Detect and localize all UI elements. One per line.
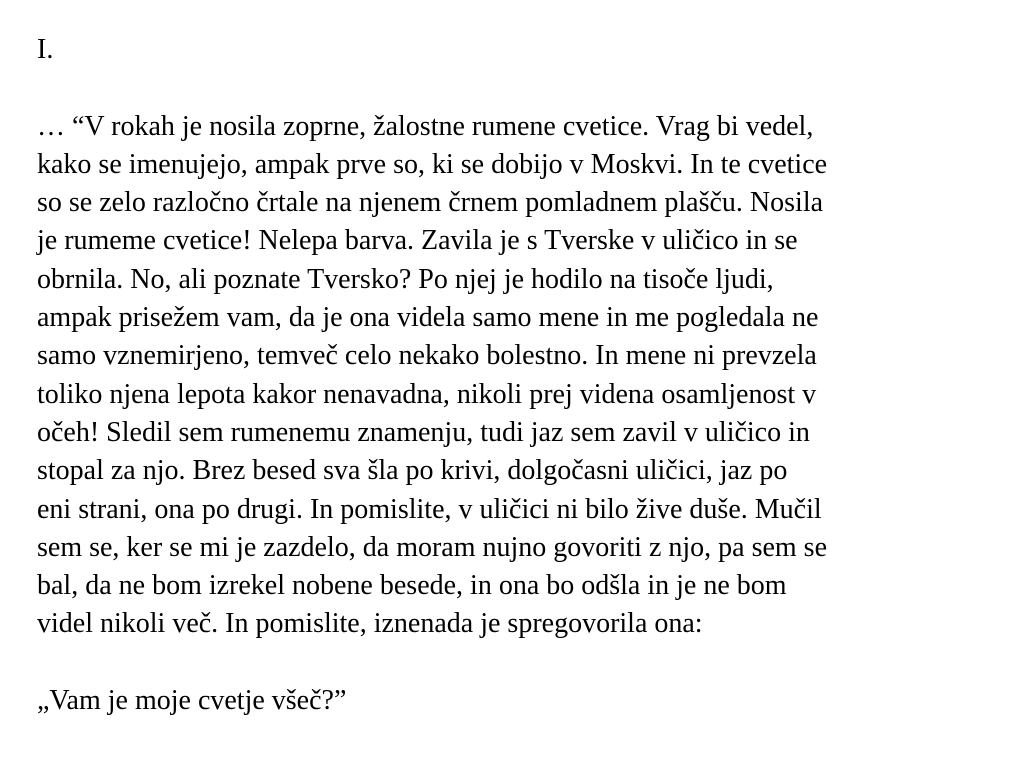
paragraph-line: so se zelo razločno črtale na njenem črnem pomladnem plašču. Nosila <box>37 187 824 219</box>
paragraph-line: je rumeme cvetice! Nelepa barva. Zavila je s Tverske v uličico in se <box>37 225 798 257</box>
closing-quote: „Vam je moje cvetje všeč?” <box>37 685 347 717</box>
paragraph-line: kako se imenujejo, ampak prve so, ki se dobijo v Moskvi. In te cvetice <box>37 148 828 180</box>
paragraph-line: očeh! Sledil sem rumenemu znamenju, tudi jaz sem zavil v uličico in <box>37 416 810 448</box>
paragraph-line: ampak prisežem vam, da je ona videla samo mene in me pogledala ne <box>37 302 819 334</box>
blank-line <box>37 644 997 682</box>
blank-line <box>37 69 997 107</box>
paragraph-line: eni strani, ona po drugi. In pomislite, v uličici ni bilo žive duše. Mučil <box>37 493 822 525</box>
paragraph-line: … “V rokah je nosila zoprne, žalostne rumene cvetice. Vrag bi vedel, <box>37 110 814 142</box>
paragraph-line: sem se, ker se mi je zazdelo, da moram nujno govoriti z njo, pa sem se <box>37 531 828 563</box>
paragraph-line: videl nikoli več. In pomislite, iznenada je spregovorila ona: <box>37 608 703 640</box>
paragraph-line: samo vznemirjeno, temveč celo nekako bolestno. In mene ni prevzela <box>37 340 817 372</box>
paragraph-line: toliko njena lepota kakor nenavadna, nikoli prej videna osamljenost v <box>37 378 817 410</box>
paragraph-line: bal, da ne bom izrekel nobene besede, in ona bo odšla in je ne bom <box>37 570 787 602</box>
section-heading: I. <box>37 34 54 65</box>
text-block <box>37 31 997 720</box>
paragraph <box>37 108 997 644</box>
paragraph-line: stopal za njo. Brez besed sva šla po krivi, dolgočasni uličici, jaz po <box>37 455 788 487</box>
paragraph-line: obrnila. No, ali poznate Tversko? Po njej je hodilo na tisoče ljudi, <box>37 263 774 295</box>
